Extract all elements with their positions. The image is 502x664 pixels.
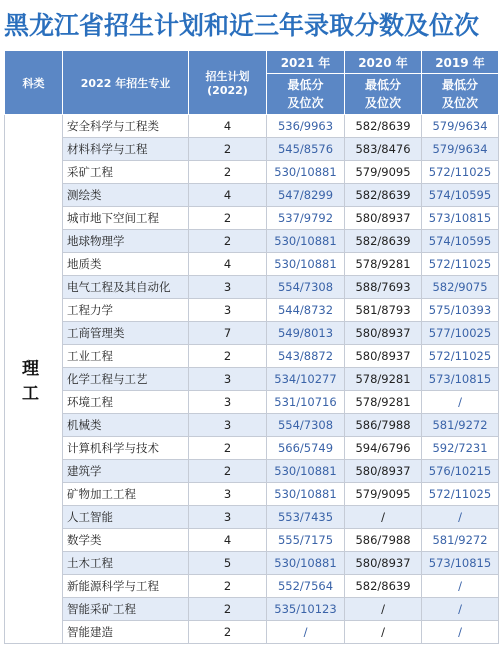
header-year-2020: 2020 年 (345, 51, 422, 74)
header-sub-line1: 最低分 (287, 78, 324, 92)
plan-cell: 2 (189, 138, 267, 161)
score-2020-cell: 580/8937 (345, 322, 422, 345)
major-cell: 材料科学与工程 (63, 138, 189, 161)
header-year-2021: 2021 年 (267, 51, 345, 74)
plan-cell: 4 (189, 529, 267, 552)
plan-cell: 2 (189, 598, 267, 621)
score-2021-cell: 555/7175 (267, 529, 345, 552)
major-cell: 智能采矿工程 (63, 598, 189, 621)
table-row (5, 207, 499, 230)
plan-cell: 2 (189, 460, 267, 483)
score-2020-cell: 582/8639 (345, 230, 422, 253)
header-plan (189, 51, 267, 115)
major-cell: 工业工程 (63, 345, 189, 368)
table-row (5, 276, 499, 299)
score-2021-cell: 536/9963 (267, 115, 345, 138)
header-sub-line2: 及位次 (364, 96, 401, 110)
score-2019-cell: / (422, 575, 499, 598)
plan-cell: 4 (189, 184, 267, 207)
major-cell: 地球物理学 (63, 230, 189, 253)
score-2019-cell: 577/10025 (422, 322, 499, 345)
score-2021-cell: 543/8872 (267, 345, 345, 368)
score-2020-cell: 582/8639 (345, 575, 422, 598)
plan-cell: 4 (189, 253, 267, 276)
score-2019-cell: 582/9075 (422, 276, 499, 299)
score-2020-cell: 580/8937 (345, 552, 422, 575)
score-2021-cell: 530/10881 (267, 253, 345, 276)
score-2021-cell: 553/7435 (267, 506, 345, 529)
score-2021-cell: 549/8013 (267, 322, 345, 345)
score-2020-cell: 578/9281 (345, 253, 422, 276)
score-2021-cell: 530/10881 (267, 483, 345, 506)
score-2021-cell: 566/5749 (267, 437, 345, 460)
plan-cell: 2 (189, 575, 267, 598)
header-sub-2020 (345, 74, 422, 115)
plan-cell: 2 (189, 161, 267, 184)
header-plan-line1: 招生计划 (205, 70, 250, 83)
table-row (5, 115, 499, 138)
table-row (5, 322, 499, 345)
score-2019-cell: / (422, 391, 499, 414)
major-cell: 工程力学 (63, 299, 189, 322)
table-row (5, 299, 499, 322)
major-cell: 新能源科学与工程 (63, 575, 189, 598)
major-cell: 安全科学与工程类 (63, 115, 189, 138)
header-sub-2019 (422, 74, 499, 115)
plan-cell: 3 (189, 276, 267, 299)
score-2019-cell: / (422, 621, 499, 644)
score-2021-cell: 534/10277 (267, 368, 345, 391)
score-2020-cell: / (345, 598, 422, 621)
score-2020-cell: 579/9095 (345, 483, 422, 506)
plan-cell: 4 (189, 115, 267, 138)
score-2021-cell: 552/7564 (267, 575, 345, 598)
major-cell: 测绘类 (63, 184, 189, 207)
table-row (5, 529, 499, 552)
table-row (5, 552, 499, 575)
score-2020-cell: 580/8937 (345, 207, 422, 230)
score-2020-cell: 580/8937 (345, 460, 422, 483)
score-2019-cell: / (422, 598, 499, 621)
table-row (5, 575, 499, 598)
score-2019-cell: / (422, 506, 499, 529)
header-sub-line2: 及位次 (441, 96, 478, 110)
score-2021-cell: 531/10716 (267, 391, 345, 414)
score-2021-cell: 544/8732 (267, 299, 345, 322)
score-2020-cell: / (345, 621, 422, 644)
major-cell: 矿物加工工程 (63, 483, 189, 506)
table-row (5, 138, 499, 161)
header-sub-line1: 最低分 (364, 78, 401, 92)
score-2020-cell: 586/7988 (345, 414, 422, 437)
score-2020-cell: 588/7693 (345, 276, 422, 299)
major-cell: 数学类 (63, 529, 189, 552)
plan-cell: 2 (189, 621, 267, 644)
score-2021-cell: 530/10881 (267, 161, 345, 184)
score-2019-cell: 574/10595 (422, 184, 499, 207)
major-cell: 建筑学 (63, 460, 189, 483)
category-cell: 理 工 (5, 115, 63, 644)
plan-cell: 3 (189, 391, 267, 414)
score-2020-cell: 578/9281 (345, 391, 422, 414)
score-2021-cell: 554/7308 (267, 414, 345, 437)
table-body (5, 115, 499, 644)
score-2019-cell: 573/10815 (422, 368, 499, 391)
score-2019-cell: 573/10815 (422, 552, 499, 575)
header-sub-line2: 及位次 (287, 96, 324, 110)
score-2019-cell: 576/10215 (422, 460, 499, 483)
score-2019-cell: 572/11025 (422, 483, 499, 506)
table-row (5, 437, 499, 460)
score-2020-cell: 580/8937 (345, 345, 422, 368)
major-cell: 计算机科学与技术 (63, 437, 189, 460)
table-row (5, 506, 499, 529)
plan-cell: 3 (189, 368, 267, 391)
score-2021-cell: 545/8576 (267, 138, 345, 161)
header-sub-line1: 最低分 (441, 78, 478, 92)
score-2019-cell: 575/10393 (422, 299, 499, 322)
table-row (5, 253, 499, 276)
score-2019-cell: 581/9272 (422, 414, 499, 437)
major-cell: 化学工程与工艺 (63, 368, 189, 391)
major-cell: 土木工程 (63, 552, 189, 575)
plan-cell: 3 (189, 483, 267, 506)
plan-cell: 2 (189, 207, 267, 230)
plan-cell: 2 (189, 437, 267, 460)
header-category: 科类 (5, 51, 63, 115)
score-2019-cell: 572/11025 (422, 161, 499, 184)
major-cell: 环境工程 (63, 391, 189, 414)
plan-cell: 3 (189, 506, 267, 529)
table-row (5, 414, 499, 437)
score-2021-cell: 535/10123 (267, 598, 345, 621)
table-row (5, 184, 499, 207)
score-2020-cell: 582/8639 (345, 115, 422, 138)
score-2020-cell: 581/8793 (345, 299, 422, 322)
score-2021-cell: 530/10881 (267, 552, 345, 575)
table-row (5, 598, 499, 621)
score-2020-cell: 578/9281 (345, 368, 422, 391)
score-2021-cell: 530/10881 (267, 230, 345, 253)
plan-cell: 5 (189, 552, 267, 575)
score-2020-cell: / (345, 506, 422, 529)
score-2021-cell: / (267, 621, 345, 644)
score-2019-cell: 581/9272 (422, 529, 499, 552)
table-row (5, 391, 499, 414)
score-2021-cell: 530/10881 (267, 460, 345, 483)
table-row (5, 483, 499, 506)
major-cell: 人工智能 (63, 506, 189, 529)
score-2019-cell: 579/9634 (422, 115, 499, 138)
header-plan-line2: (2022) (207, 84, 248, 97)
score-2021-cell: 547/8299 (267, 184, 345, 207)
table-row (5, 230, 499, 253)
table-row (5, 345, 499, 368)
admission-table (4, 50, 499, 644)
header-major: 2022 年招生专业 (63, 51, 189, 115)
major-cell: 智能建造 (63, 621, 189, 644)
score-2021-cell: 537/9792 (267, 207, 345, 230)
score-2020-cell: 594/6796 (345, 437, 422, 460)
plan-cell: 2 (189, 345, 267, 368)
score-2020-cell: 582/8639 (345, 184, 422, 207)
major-cell: 城市地下空间工程 (63, 207, 189, 230)
score-2019-cell: 572/11025 (422, 345, 499, 368)
table-row (5, 368, 499, 391)
plan-cell: 3 (189, 299, 267, 322)
header-sub-2021 (267, 74, 345, 115)
table-row (5, 621, 499, 644)
plan-cell: 2 (189, 230, 267, 253)
table-row (5, 161, 499, 184)
score-2019-cell: 572/11025 (422, 253, 499, 276)
plan-cell: 3 (189, 414, 267, 437)
score-2020-cell: 583/8476 (345, 138, 422, 161)
score-2021-cell: 554/7308 (267, 276, 345, 299)
score-2019-cell: 579/9634 (422, 138, 499, 161)
plan-cell: 7 (189, 322, 267, 345)
score-2019-cell: 573/10815 (422, 207, 499, 230)
header-year-2019: 2019 年 (422, 51, 499, 74)
table-row (5, 460, 499, 483)
score-2019-cell: 574/10595 (422, 230, 499, 253)
score-2019-cell: 592/7231 (422, 437, 499, 460)
major-cell: 机械类 (63, 414, 189, 437)
major-cell: 工商管理类 (63, 322, 189, 345)
major-cell: 采矿工程 (63, 161, 189, 184)
score-2020-cell: 586/7988 (345, 529, 422, 552)
page-title: 黑龙江省招生计划和近三年录取分数及位次 (4, 11, 480, 40)
major-cell: 电气工程及其自动化 (63, 276, 189, 299)
score-2020-cell: 579/9095 (345, 161, 422, 184)
major-cell: 地质类 (63, 253, 189, 276)
